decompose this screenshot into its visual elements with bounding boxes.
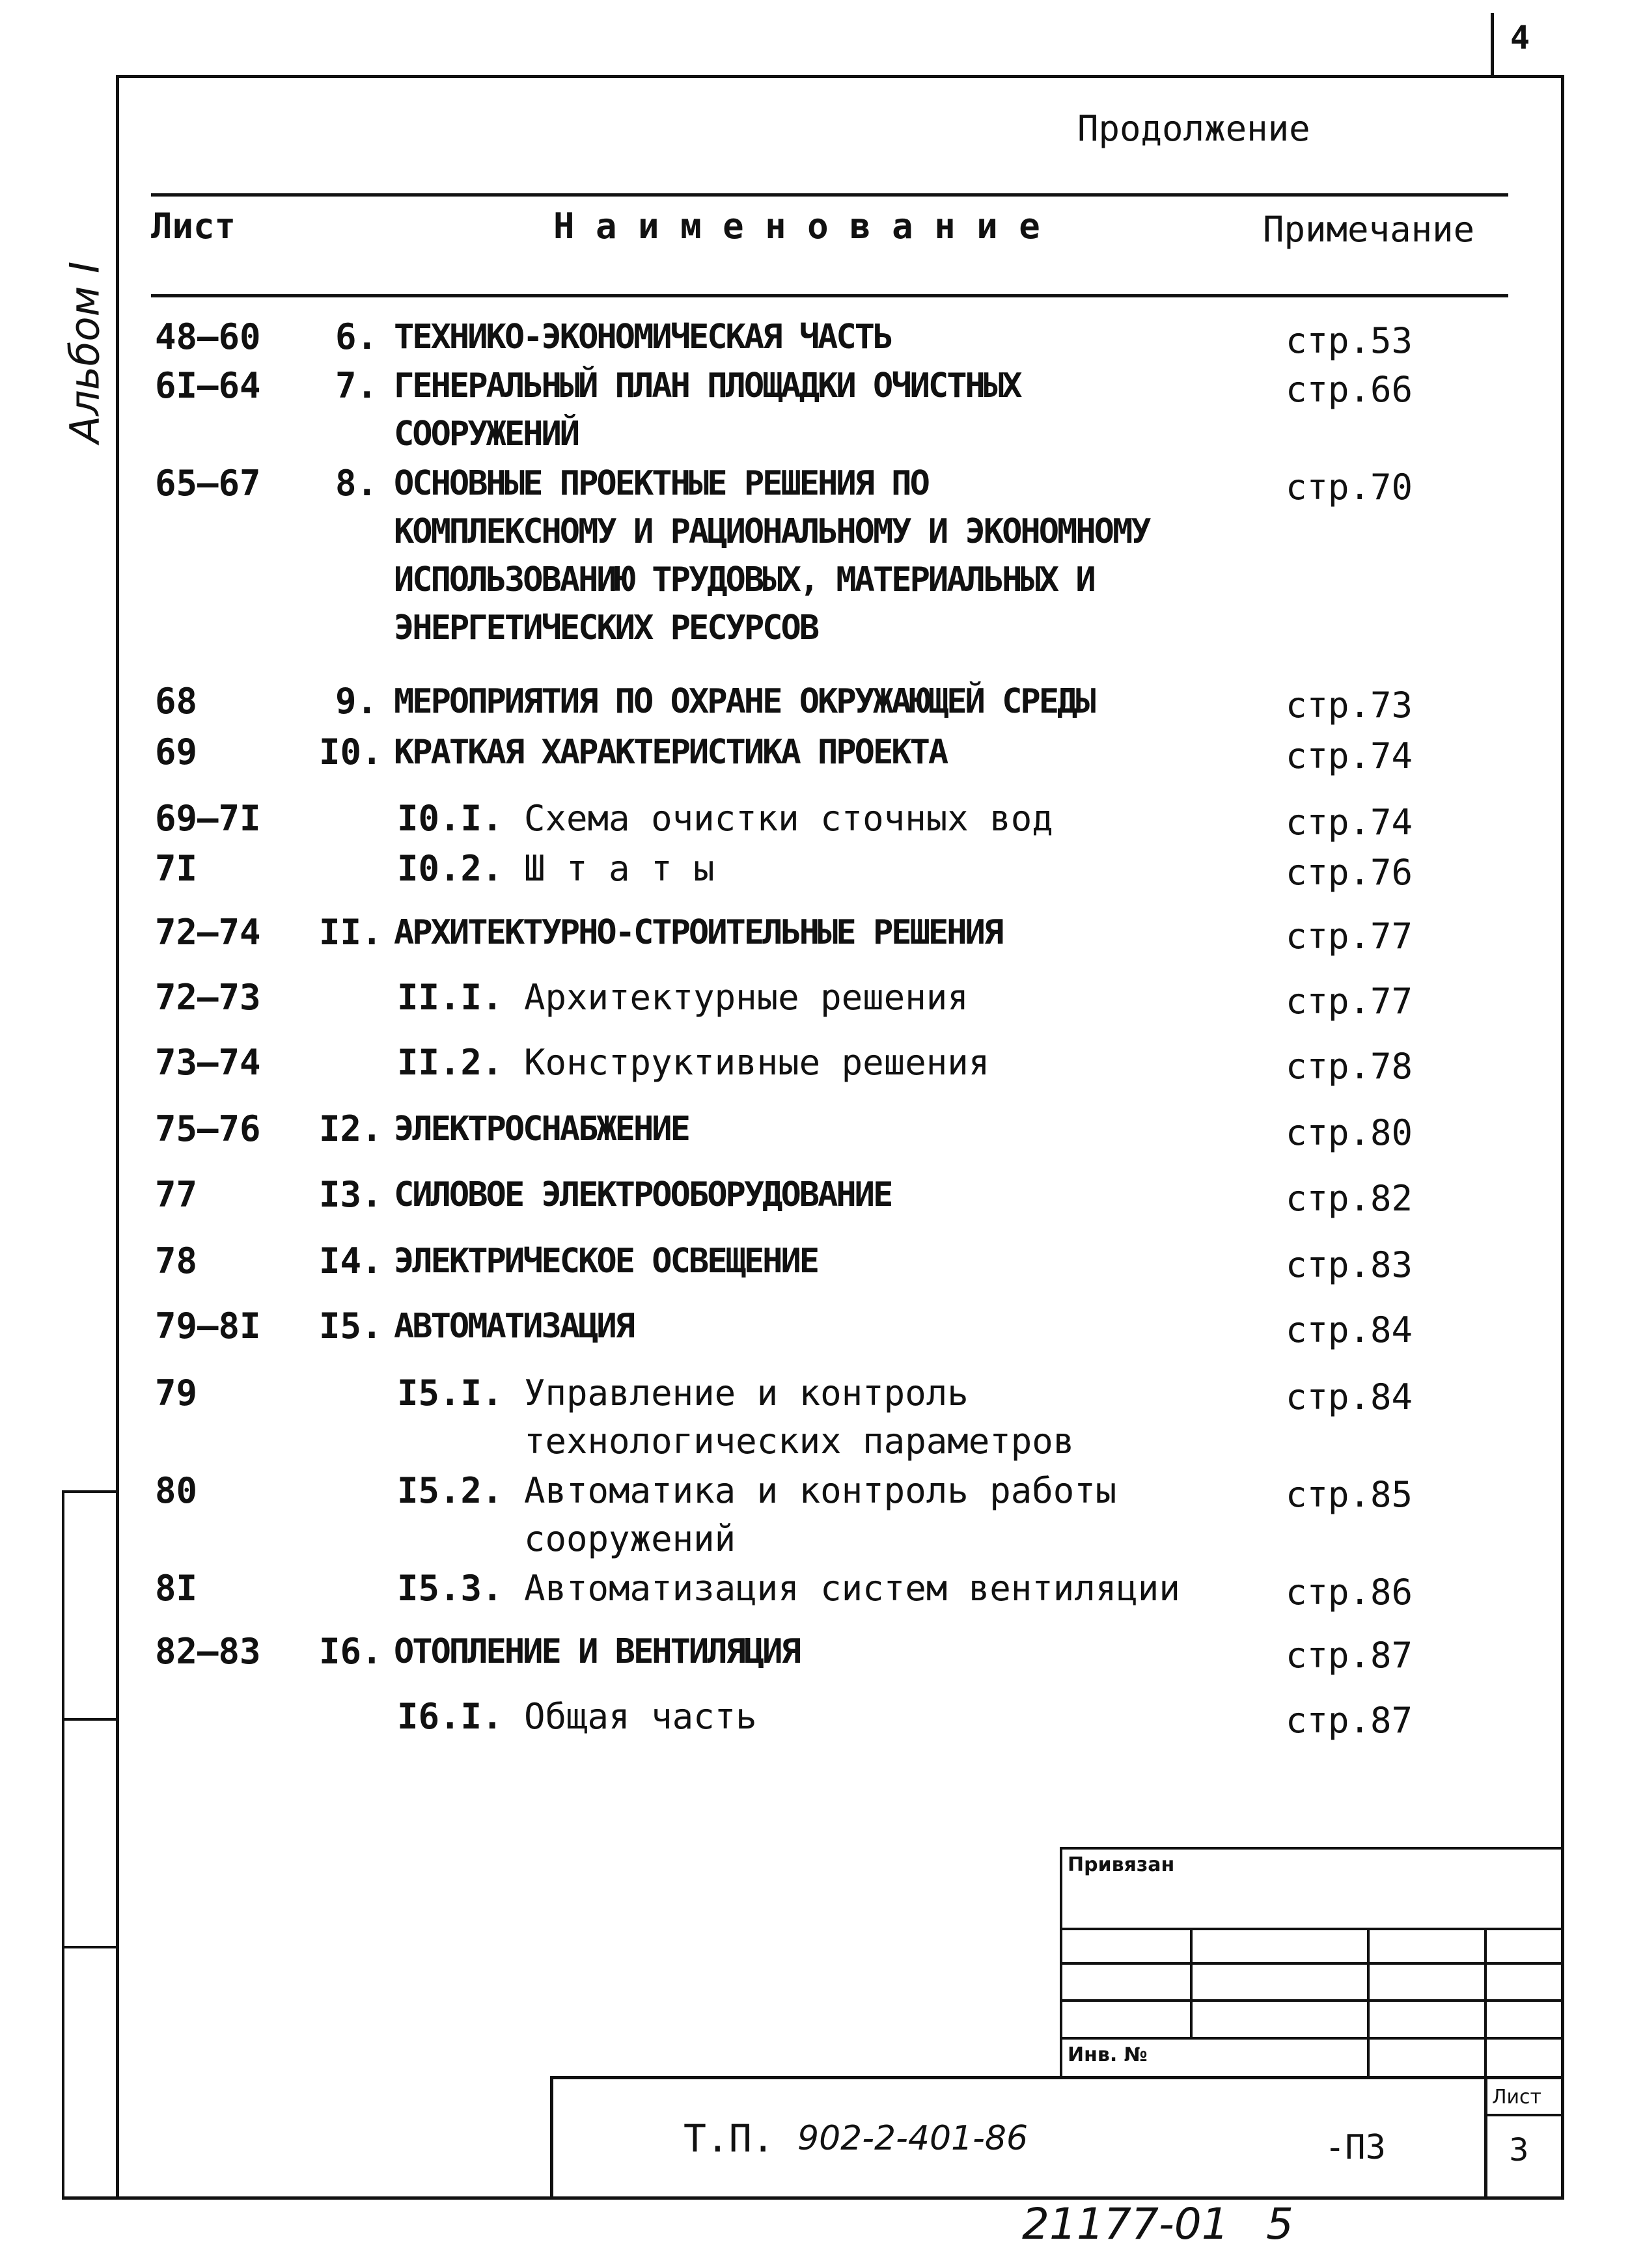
binding-strip-tick-3: [62, 1946, 117, 1948]
row-sheet: 75–76: [155, 1108, 261, 1149]
sheet-label: Лист: [1492, 2086, 1542, 2109]
row-page-ref: стр.70: [1286, 467, 1413, 508]
row-page-ref: стр.82: [1286, 1178, 1413, 1219]
row-title-line: ЭЛЕКТРОСНАБЖЕНИЕ: [394, 1110, 689, 1149]
row-page-ref: стр.85: [1286, 1474, 1413, 1515]
row-sheet: 77: [155, 1174, 198, 1215]
row-sheet: 72–73: [155, 977, 261, 1018]
row-page-ref: стр.74: [1286, 802, 1413, 843]
side-label: Альбом I: [61, 261, 109, 444]
row-section-number: I0.: [319, 731, 383, 772]
row-title-line: ГЕНЕРАЛЬНЫЙ ПЛАН ПЛОЩАДКИ ОЧИСТНЫХ: [394, 366, 1021, 405]
row-title-line: Автоматизация систем вентиляции: [524, 1568, 1180, 1609]
row-title-line: Общая часть: [524, 1696, 757, 1737]
header-name: Н а и м е н о в а н и е: [553, 206, 1040, 247]
stamp-row-2: [1060, 1962, 1564, 1965]
stamp-inv-label: Инв. №: [1068, 2043, 1148, 2066]
row-page-ref: стр.86: [1286, 1572, 1413, 1613]
row-section-number: II.2.: [397, 1042, 503, 1083]
title-block-top: [550, 2076, 1564, 2079]
frame-bottom: [62, 2196, 1564, 2200]
row-sheet: 69: [155, 731, 198, 772]
title-block-left: [550, 2076, 553, 2200]
header-sheet: Лист: [151, 206, 236, 247]
row-sheet: 48–60: [155, 316, 261, 357]
header-note: Примечание: [1263, 209, 1475, 250]
row-title-line: КРАТКАЯ ХАРАКТЕРИСТИКА ПРОЕКТА: [394, 733, 947, 772]
row-sheet: 72–74: [155, 912, 261, 953]
row-sheet: 79–8I: [155, 1305, 261, 1346]
row-section-number: 9.: [335, 681, 378, 722]
row-page-ref: стр.84: [1286, 1376, 1413, 1417]
row-title-line: ИСПОЛЬЗОВАНИЮ ТРУДОВЫХ, МАТЕРИАЛЬНЫХ И: [394, 560, 1094, 599]
binding-strip-tick-1: [62, 1490, 117, 1493]
footer-num: 5: [1266, 2199, 1293, 2249]
doc-suffix: -ПЗ: [1325, 2128, 1386, 2167]
row-page-ref: стр.83: [1286, 1244, 1413, 1285]
footer-code: 21177-01: [1022, 2199, 1229, 2249]
row-section-number: I6.I.: [397, 1696, 503, 1737]
row-section-number: II.: [319, 912, 383, 953]
row-title-line: КОМПЛЕКСНОМУ И РАЦИОНАЛЬНОМУ И ЭКОНОМНОМУ: [394, 512, 1150, 551]
row-sheet: 73–74: [155, 1042, 261, 1083]
row-title-line: Архитектурные решения: [524, 977, 969, 1018]
stamp-top: [1060, 1847, 1564, 1850]
row-page-ref: стр.84: [1286, 1309, 1413, 1350]
row-section-number: 6.: [335, 316, 378, 357]
row-sheet: 78: [155, 1240, 198, 1281]
row-title-line: ОСНОВНЫЕ ПРОЕКТНЫЕ РЕШЕНИЯ ПО: [394, 464, 928, 503]
row-section-number: I0.2.: [397, 848, 503, 889]
row-section-number: I3.: [319, 1174, 383, 1215]
row-page-ref: стр.78: [1286, 1046, 1413, 1087]
row-title-line: СООРУЖЕНИЙ: [394, 415, 579, 454]
header-rule-top: [151, 193, 1508, 197]
row-title-line: ОТОПЛЕНИЕ И ВЕНТИЛЯЦИЯ: [394, 1632, 799, 1671]
row-title-line: ЭНЕРГЕТИЧЕСКИХ РЕСУРСОВ: [394, 608, 818, 648]
frame-left: [116, 75, 119, 2200]
row-page-ref: стр.74: [1286, 735, 1413, 776]
doc-number: 902-2-401-86: [797, 2119, 1029, 2158]
stamp-row-4: [1060, 2037, 1564, 2040]
continuation-label: Продолжение: [1077, 108, 1310, 149]
stamp-linked-label: Привязан: [1068, 1853, 1175, 1876]
row-title-line: АВТОМАТИЗАЦИЯ: [394, 1307, 633, 1346]
row-sheet: 6I–64: [155, 365, 261, 406]
row-title-line: технологических параметров: [524, 1421, 1075, 1462]
row-title-line: ЭЛЕКТРИЧЕСКОЕ ОСВЕЩЕНИЕ: [394, 1242, 818, 1281]
row-sheet: 8I: [155, 1568, 198, 1609]
row-title-line: ТЕХНИКО-ЭКОНОМИЧЕСКАЯ ЧАСТЬ: [394, 318, 892, 357]
row-title-line: АРХИТЕКТУРНО-СТРОИТЕЛЬНЫЕ РЕШЕНИЯ: [394, 913, 1002, 952]
binding-strip-outer: [62, 1490, 64, 2200]
title-block-sheet-col: [1484, 2076, 1487, 2200]
row-title-line: Схема очистки сточных вод: [524, 798, 1053, 839]
row-sheet: 80: [155, 1470, 198, 1511]
row-title-line: Управление и контроль: [524, 1373, 969, 1414]
row-title-line: Конструктивные решения: [524, 1042, 990, 1083]
page-number: 4: [1510, 19, 1530, 57]
frame-top: [116, 75, 1564, 78]
row-section-number: I5.2.: [397, 1470, 503, 1511]
row-sheet: 69–7I: [155, 798, 261, 839]
row-page-ref: стр.77: [1286, 916, 1413, 957]
header-rule-bottom: [151, 294, 1508, 297]
row-section-number: II.I.: [397, 977, 503, 1018]
row-page-ref: стр.53: [1286, 320, 1413, 361]
row-section-number: I2.: [319, 1108, 383, 1149]
row-page-ref: стр.66: [1286, 369, 1413, 410]
row-page-ref: стр.77: [1286, 981, 1413, 1022]
stamp-col-3: [1484, 1928, 1487, 2076]
row-section-number: 8.: [335, 463, 378, 504]
row-title-line: Автоматика и контроль работы: [524, 1470, 1117, 1511]
row-section-number: 7.: [335, 365, 378, 406]
binding-strip-tick-2: [62, 1718, 117, 1721]
row-section-number: I5.I.: [397, 1373, 503, 1414]
stamp-row-1: [1060, 1928, 1564, 1930]
stamp-col-1: [1190, 1928, 1193, 2040]
row-page-ref: стр.87: [1286, 1635, 1413, 1676]
row-title-line: СИЛОВОЕ ЭЛЕКТРООБОРУДОВАНИЕ: [394, 1175, 892, 1214]
row-sheet: 82–83: [155, 1631, 261, 1672]
stamp-col-2: [1367, 1928, 1370, 2076]
row-sheet: 79: [155, 1373, 198, 1414]
row-section-number: I4.: [319, 1240, 383, 1281]
row-title-line: МЕРОПРИЯТИЯ ПО ОХРАНЕ ОКРУЖАЮЩЕЙ СРЕДЫ: [394, 682, 1094, 721]
row-sheet: 68: [155, 681, 198, 722]
row-sheet: 65–67: [155, 463, 261, 504]
sheet-value: 3: [1509, 2132, 1529, 2168]
row-section-number: I5.3.: [397, 1568, 503, 1609]
row-title-line: Ш т а т ы: [524, 848, 715, 889]
doc-prefix: Т.П.: [684, 2116, 775, 2161]
row-page-ref: стр.87: [1286, 1700, 1413, 1741]
page-number-tick: [1491, 13, 1494, 75]
row-page-ref: стр.80: [1286, 1112, 1413, 1153]
row-section-number: I0.I.: [397, 798, 503, 839]
title-block-sheet-row: [1484, 2114, 1564, 2116]
row-sheet: 7I: [155, 848, 198, 889]
row-page-ref: стр.73: [1286, 685, 1413, 726]
row-page-ref: стр.76: [1286, 852, 1413, 893]
row-section-number: I6.: [319, 1631, 383, 1672]
row-title-line: сооружений: [524, 1518, 736, 1559]
row-section-number: I5.: [319, 1305, 383, 1346]
stamp-row-3: [1060, 1999, 1564, 2002]
frame-right: [1561, 75, 1564, 2200]
